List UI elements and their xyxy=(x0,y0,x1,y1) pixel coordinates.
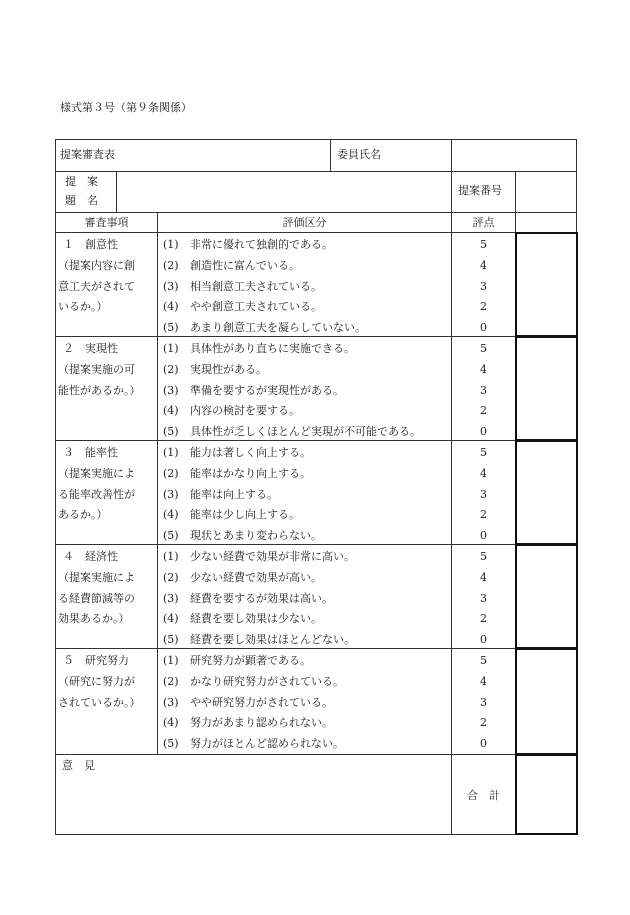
score-column-right xyxy=(515,212,516,233)
committee-label: 委員氏名 xyxy=(337,148,381,161)
criterion-number: (3) xyxy=(163,487,179,501)
section-item-line: されているか。） xyxy=(58,695,141,709)
criterion-score: 2 xyxy=(480,300,487,314)
proposal-title-label-line2: 題 名 xyxy=(65,194,98,207)
column-header-bottom xyxy=(55,232,577,233)
score-entry-box[interactable] xyxy=(515,336,578,441)
section-divider xyxy=(55,754,577,755)
opinion-label: 意 見 xyxy=(62,759,95,772)
section-item-line: 能性があるか。） xyxy=(58,383,141,397)
criterion-text: 具体性があり直ちに実施できる。 xyxy=(190,342,355,355)
criterion-text: かなり研究努力がされている。 xyxy=(190,674,344,688)
section-item-line: ４ 経済性 xyxy=(63,550,118,563)
criterion-score: 4 xyxy=(480,570,487,584)
criterion-text: 研究努力が顕著である。 xyxy=(190,654,311,667)
criterion-text: 能力は著しく向上する。 xyxy=(190,446,311,459)
criterion-text: やや創意工夫されている。 xyxy=(190,300,322,314)
criterion-text: 準備を要するが実現性がある。 xyxy=(190,383,344,397)
item-column-right xyxy=(157,212,158,754)
column-header-score: 評点 xyxy=(472,216,495,229)
proposal-number-label: 提案番号 xyxy=(458,184,502,197)
section-item-line: （提案実施によ xyxy=(58,466,135,480)
criterion-number: (3) xyxy=(163,383,179,397)
criterion-number: (5) xyxy=(163,633,179,647)
header-divider xyxy=(55,171,577,172)
proposal-label-right xyxy=(116,171,117,213)
criterion-number: (2) xyxy=(163,570,179,584)
total-score-box[interactable] xyxy=(515,754,578,835)
criterion-text: 努力がほとんど認められない。 xyxy=(190,737,344,751)
criterion-number: (2) xyxy=(163,362,179,376)
criterion-score: 0 xyxy=(480,633,487,647)
criterion-score: 3 xyxy=(480,487,487,501)
section-item-line: （研究に努力が xyxy=(58,674,135,688)
criterion-text: 実現性がある。 xyxy=(190,362,267,376)
section-item-line: 意工夫がされて xyxy=(58,279,135,293)
criterion-number: (3) xyxy=(163,591,179,605)
proposal-title-label-line1: 提 案 xyxy=(65,175,98,188)
criterion-score: 2 xyxy=(480,404,487,418)
section-item-line: る経費節減等の xyxy=(58,591,135,605)
criterion-text: 能率は向上する。 xyxy=(190,487,278,501)
criterion-score: 5 xyxy=(480,238,487,251)
criterion-text: 経費を要するが効果は高い。 xyxy=(190,591,333,605)
criterion-score: 5 xyxy=(480,446,487,459)
section-divider xyxy=(55,336,577,337)
criterion-score: 0 xyxy=(480,425,487,439)
section-item-line: （提案内容に創 xyxy=(58,258,135,272)
criterion-number: (4) xyxy=(163,716,179,730)
section-item-line: ２ 実現性 xyxy=(63,342,118,355)
score-entry-box[interactable] xyxy=(515,648,578,755)
section-item-line: る能率改善性が xyxy=(58,487,135,501)
committee-value-left xyxy=(451,139,452,172)
criterion-score: 4 xyxy=(480,362,487,376)
criterion-number: (1) xyxy=(163,238,179,251)
criterion-text: あまり創意工夫を凝らしていない。 xyxy=(190,321,366,335)
form-title: 様式第３号（第９条関係） xyxy=(60,101,192,114)
criterion-score: 0 xyxy=(480,737,487,751)
criterion-text: 少ない経費で効果が非常に高い。 xyxy=(190,550,355,563)
score-entry-box[interactable] xyxy=(515,544,578,649)
criterion-number: (1) xyxy=(163,550,179,563)
criterion-score: 3 xyxy=(480,279,487,293)
criterion-number: (3) xyxy=(163,695,179,709)
criterion-text: 努力があまり認められない。 xyxy=(190,716,333,730)
committee-label-left xyxy=(330,139,331,172)
criterion-number: (2) xyxy=(163,466,179,480)
criterion-text: 現状とあまり変わらない。 xyxy=(190,529,322,543)
score-entry-box[interactable] xyxy=(515,232,578,337)
criterion-score: 4 xyxy=(480,674,487,688)
criterion-score: 2 xyxy=(480,716,487,730)
criterion-score: 2 xyxy=(480,612,487,626)
criterion-number: (5) xyxy=(163,529,179,543)
criterion-number: (4) xyxy=(163,300,179,314)
column-header-item: 審査事項 xyxy=(84,216,129,229)
criterion-score: 0 xyxy=(480,321,487,335)
section-divider xyxy=(55,544,577,545)
criterion-number: (1) xyxy=(163,654,179,667)
criterion-number: (5) xyxy=(163,425,179,439)
section-divider xyxy=(55,648,577,649)
score-entry-box[interactable] xyxy=(515,440,578,545)
criterion-text: 能率はかなり向上する。 xyxy=(190,466,311,480)
criterion-score: 3 xyxy=(480,695,487,709)
table-bottom-border xyxy=(55,834,577,835)
criterion-score: 5 xyxy=(480,654,487,667)
section-item-line: いるか。） xyxy=(58,300,108,314)
criterion-text: 能率は少し向上する。 xyxy=(190,508,300,522)
section-item-line: （提案実施の可 xyxy=(58,362,135,376)
section-item-line: １ 創意性 xyxy=(63,238,118,251)
criterion-number: (4) xyxy=(163,404,179,418)
section-divider xyxy=(55,440,577,441)
proposal-number-right xyxy=(515,171,516,213)
criterion-score: 4 xyxy=(480,258,487,272)
total-label: 合 計 xyxy=(467,789,500,802)
criterion-score: 4 xyxy=(480,466,487,480)
section-item-line: 効果あるか。） xyxy=(58,612,130,626)
criterion-number: (3) xyxy=(163,279,179,293)
criterion-text: やや研究努力がされている。 xyxy=(190,695,333,709)
section-item-line: （提案実施によ xyxy=(58,570,135,584)
criterion-number: (1) xyxy=(163,342,179,355)
criterion-number: (4) xyxy=(163,612,179,626)
criterion-number: (4) xyxy=(163,508,179,522)
section-item-line: ３ 能率性 xyxy=(63,446,118,459)
criterion-number: (5) xyxy=(163,321,179,335)
criterion-text: 相当創意工夫されている。 xyxy=(190,279,322,293)
criterion-number: (2) xyxy=(163,674,179,688)
criterion-number: (2) xyxy=(163,258,179,272)
criterion-text: 経費を要し効果はほとんどない。 xyxy=(190,633,355,647)
proposal-number-left xyxy=(451,171,452,213)
criterion-score: 3 xyxy=(480,383,487,397)
criterion-text: 具体性が乏しくほとんど実現が不可能である。 xyxy=(190,425,421,439)
criterion-text: 非常に優れて独創的である。 xyxy=(190,238,333,251)
criterion-number: (5) xyxy=(163,737,179,751)
criterion-text: 創造性に富んでいる。 xyxy=(190,258,300,272)
criterion-text: 経費を要し効果は少ない。 xyxy=(190,612,322,626)
table-top-border xyxy=(55,139,577,140)
criterion-score: 5 xyxy=(480,342,487,355)
criterion-score: 0 xyxy=(480,529,487,543)
criterion-score: 5 xyxy=(480,550,487,563)
criterion-score: 3 xyxy=(480,591,487,605)
criterion-text: 少ない経費で効果が高い。 xyxy=(190,570,322,584)
table-left-border xyxy=(55,139,56,835)
title-row-bottom xyxy=(55,212,577,213)
criterion-score: 2 xyxy=(480,508,487,522)
criterion-text: 内容の検討を要する。 xyxy=(190,404,300,418)
column-header-criteria: 評価区分 xyxy=(282,216,327,229)
section-item-line: あるか。） xyxy=(58,508,108,522)
sheet-title: 提案審査表 xyxy=(60,148,115,161)
criterion-number: (1) xyxy=(163,446,179,459)
section-item-line: ５ 研究努力 xyxy=(63,654,129,667)
